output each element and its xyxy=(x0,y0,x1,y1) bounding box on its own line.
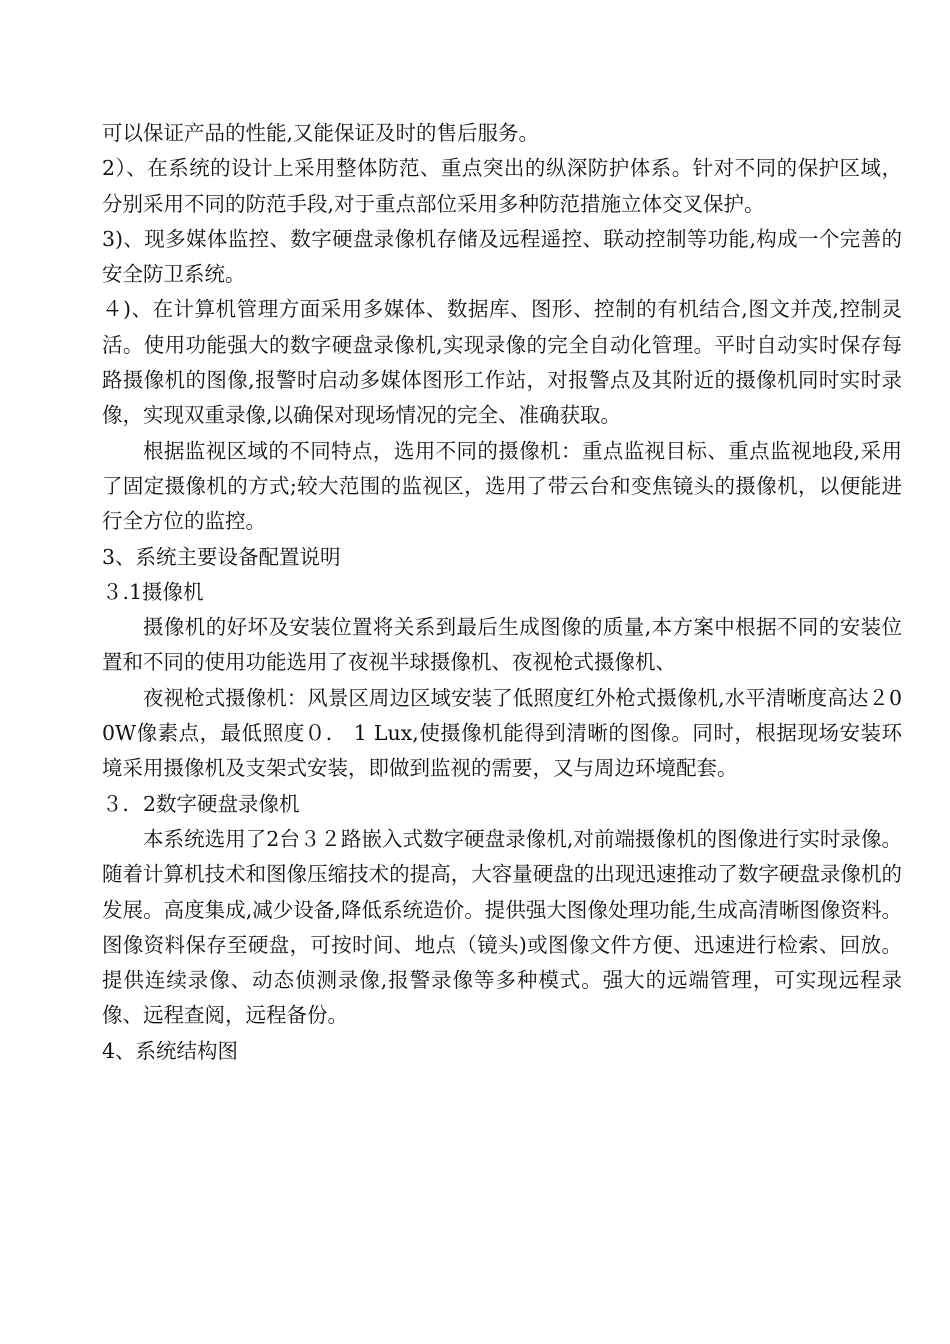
paragraph-night-vision-camera: 夜视枪式摄像机：风景区周边区域安装了低照度红外枪式摄像机,水平清晰度高达２00W像素点，最低照度０． 1 Lux,使摄像机能得到清晰的图像。同时，根据现场安装环境采用摄像机及支架式安装，即做到监视的需要，又与周边环境配套。 xyxy=(102,685,902,781)
paragraph-after-sales: 可以保证产品的性能,又能保证及时的售后服务。 xyxy=(102,121,540,145)
subsection-heading-dvr: ３．2数字硬盘录像机 xyxy=(102,791,300,816)
paragraph-item-3-multimedia-monitoring: 3)、现多媒体监控、数字硬盘录像机存储及远程遥控、联动控制等功能,构成一个完善的安全防卫系统。 xyxy=(102,226,902,287)
paragraph-item-4-computer-management: ４)、在计算机管理方面采用多媒体、数据库、图形、控制的有机结合,图文并茂,控制灵活。使用功能强大的数字硬盘录像机,实现录像的完全自动化管理。平时自动实时保存每路摄像机的图像,报警时启动多媒体图形工作站，对报警点及其附近的摄像机同时实时录像，实现双重录像,以确保对现场情况的完全、准确获取。 xyxy=(102,297,902,428)
paragraph-camera-selection: 根据监视区域的不同特点，选用不同的摄像机：重点监视目标、重点监视地段,采用了固定摄像机的方式;较大范围的监视区，选用了带云台和变焦镜头的摄像机，以便能进行全方位的监控。 xyxy=(102,438,902,534)
section-heading-system-structure: 4、系统结构图 xyxy=(102,1038,239,1063)
paragraph-dvr-description: 本系统选用了2台３２路嵌入式数字硬盘录像机,对前端摄像机的图像进行实时录像。随着计算机技术和图像压缩技术的提高，大容量硬盘的出现迅速推动了数字硬盘录像机的发展。高度集成,减少设备,降低系统造价。提供强大图像处理功能,生成高清晰图像资料。图像资料保存至硬盘，可按时间、地点（镜头)或图像文件方便、迅速进行检索、回放。提供连续录像、动态侦测录像,报警录像等多种模式。强大的远端管理，可实现远程录像、远程查阅，远程备份。 xyxy=(102,826,902,1028)
paragraph-item-2-defense-system: 2）、在系统的设计上采用整体防范、重点突出的纵深防护体系。针对不同的保护区域，分别采用不同的防范手段,对于重点部位采用多种防范措施立体交叉保护。 xyxy=(102,156,902,216)
paragraph-camera-quality: 摄像机的好坏及安装位置将关系到最后生成图像的质量,本方案中根据不同的安装位置和不同的使用功能选用了夜视半球摄像机、夜视枪式摄像机、 xyxy=(102,615,902,675)
section-heading-equipment-config: 3、系统主要设备配置说明 xyxy=(102,544,341,569)
document-page xyxy=(102,116,902,1069)
subsection-heading-camera: ３.1摄像机 xyxy=(102,579,204,604)
